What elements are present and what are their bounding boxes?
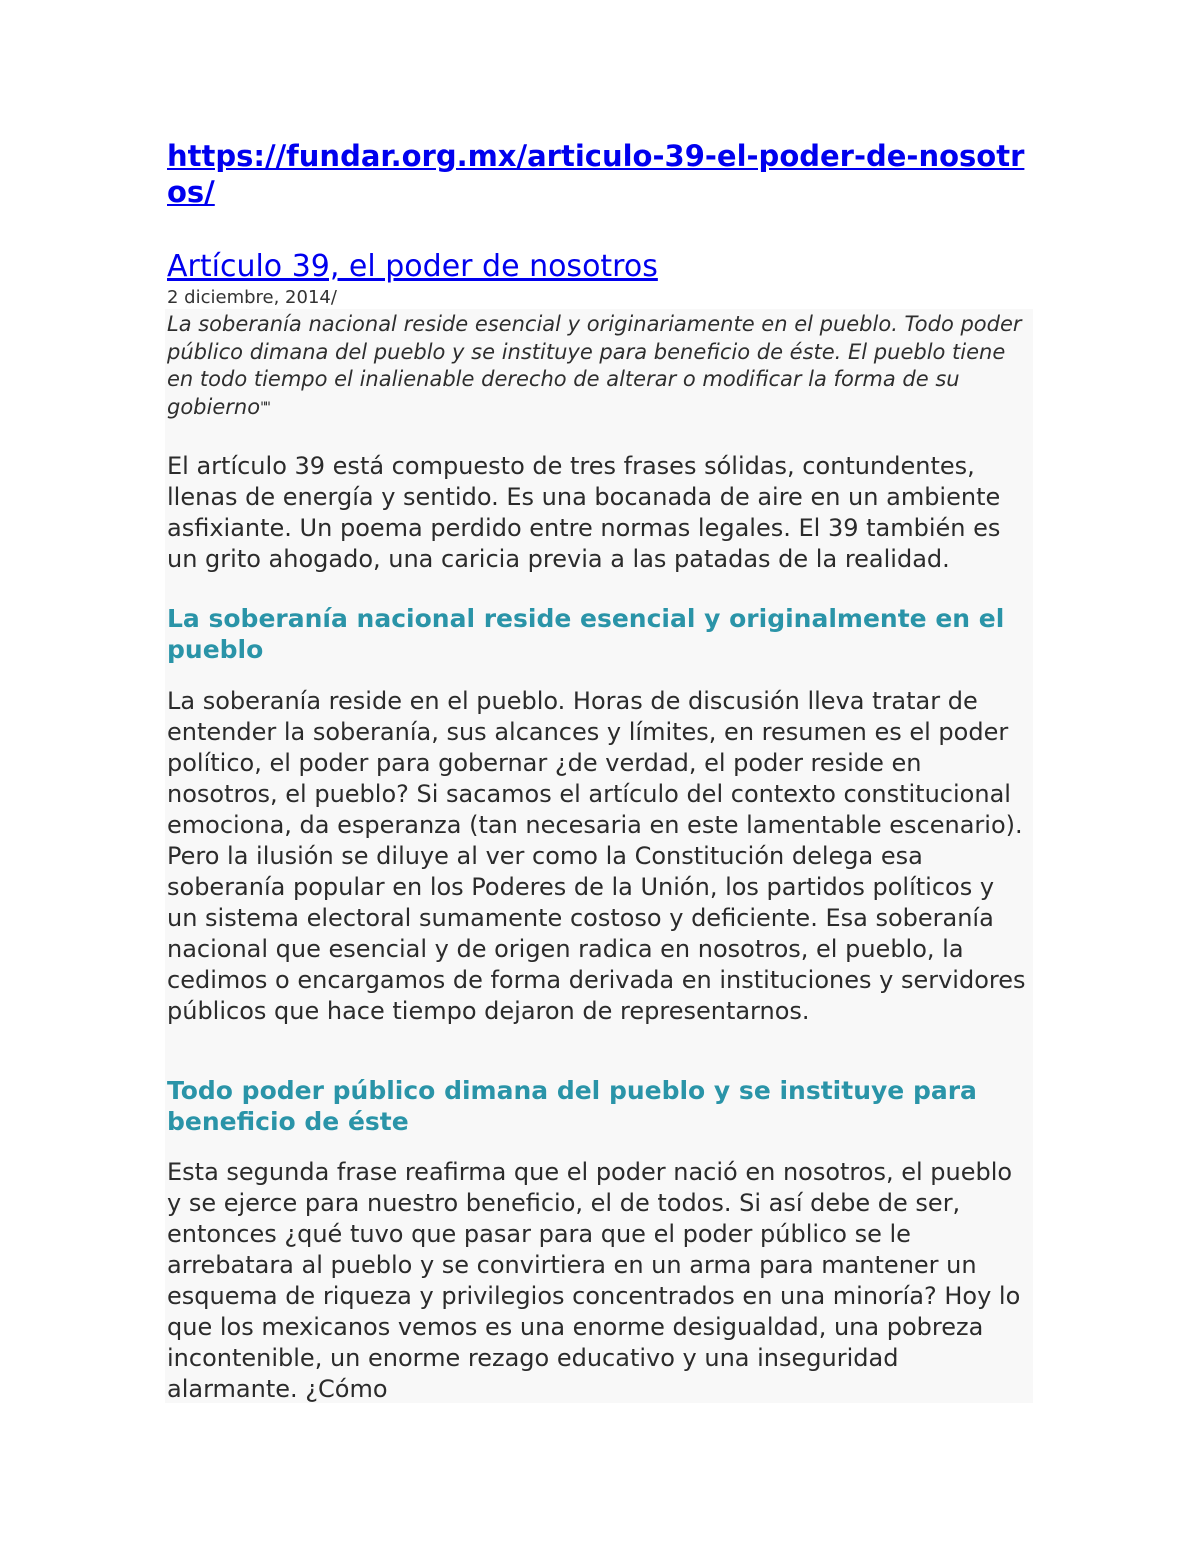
poder-publico-paragraph: Esta segunda frase reafirma que el poder nació en nosotros, el pueblo y se ejerce para nuestro beneficio, el de todos. Si así debe de ser, entonces ¿qué tuvo que pasar para que el poder público se le arrebatara al pueblo y se convirtiera en un arma para mantener un esquema de riqueza y privilegios concentrados en una minoría? Hoy lo que los mexicanos vemos es una enorme desigualdad, una pobreza incontenible, un enorme rezago educativo y una inseguridad alarmante. ¿Cómo xyxy=(167,1158,1021,1403)
article-content xyxy=(165,309,1033,1403)
article-quote xyxy=(167,311,1027,422)
quote-text: La soberanía nacional reside esencial y originariamente en el pueblo. Todo poder público dimana del pueblo y se instituye para beneficio de éste. El pueblo tiene en todo tiempo el inalienable derecho de alterar o modificar la forma de su gobierno xyxy=(167,312,1022,419)
article-title-link[interactable]: Artículo 39, el poder de nosotros xyxy=(167,249,658,284)
source-url-link[interactable]: https://fundar.org.mx/articulo-39-el-poder-de-nosotros/ xyxy=(167,139,1025,209)
soberania-paragraph: La soberanía reside en el pueblo. Horas de discusión lleva tratar de entender la soberanía, sus alcances y límites, en resumen es el poder político, el poder para gobernar ¿de verdad, el poder reside en nosotros, el pueblo? Si sacamos el artículo del contexto constitucional emociona, da esperanza (tan necesaria en este lamentable escenario). Pero la ilusión se diluye al ver como la Constitución delega esa soberanía popular en los Poderes de la Unión, los partidos políticos y un sistema electoral sumamente costoso y deficiente. Esa soberanía nacional que esencial y de origen radica en nosotros, el pueblo, la cedimos o encargamos de forma derivada en instituciones y servidores públicos que hace tiempo dejaron de representarnos. xyxy=(167,687,1026,1025)
publication-date: 2 diciembre, 2014/ xyxy=(167,287,337,308)
section-heading-poder-publico: Todo poder público dimana del pueblo y se instituye para beneficio de éste xyxy=(167,1076,977,1136)
section-heading-soberania: La soberanía nacional reside esencial y originalmente en el pueblo xyxy=(167,604,1005,664)
intro-paragraph: El artículo 39 está compuesto de tres frases sólidas, contundentes, llenas de energía y sentido. Es una bocanada de aire en un ambiente asfixiante. Un poema perdido entre normas legales. El 39 también es un grito ahogado, una caricia previa a las patadas de la realidad. xyxy=(167,452,1001,573)
closing-quote-mark: "" xyxy=(260,399,269,416)
